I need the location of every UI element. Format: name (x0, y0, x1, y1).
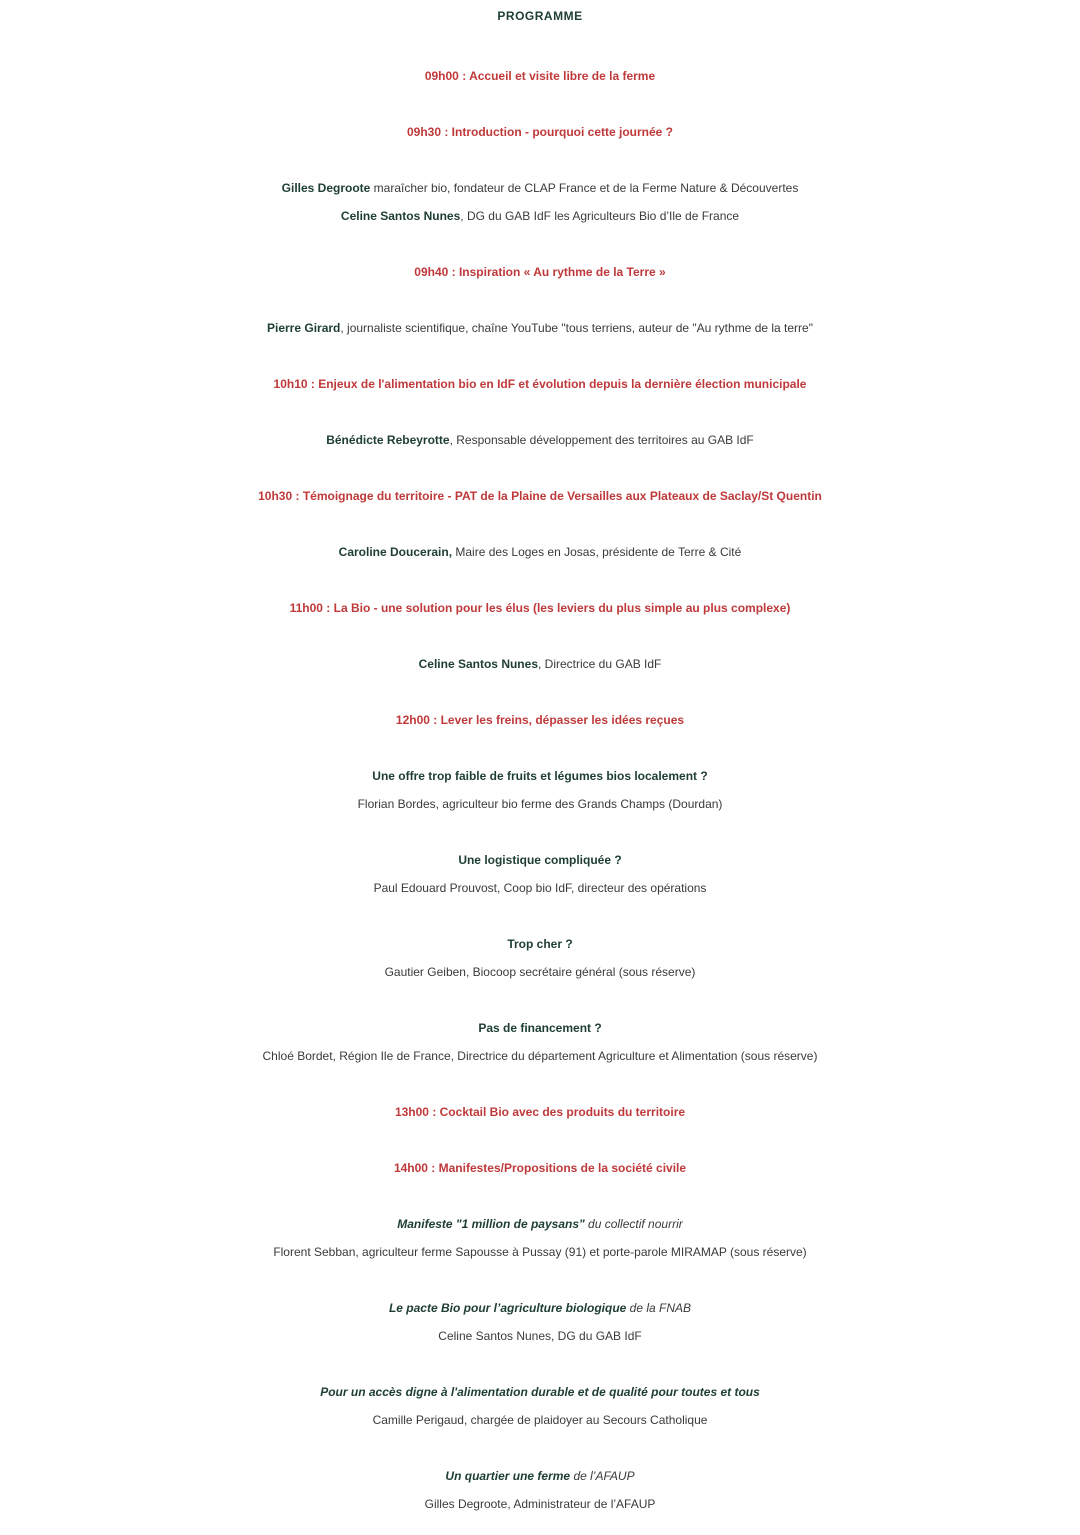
manifesto-title: Pour un accès digne à l'alimentation durable et de qualité pour toutes et tous (320, 1385, 760, 1399)
speaker-description: maraîcher bio, fondateur de CLAP France et de la Ferme Nature & Découvertes (370, 181, 799, 195)
speaker-name: Bénédicte Rebeyrotte (326, 433, 450, 447)
slot-0900: 09h00 : Accueil et visite libre de la ferme (424, 69, 656, 83)
slot-1200: 12h00 : Lever les freins, dépasser les idées reçues (395, 713, 685, 727)
speaker-line (0, 650, 1080, 678)
manifesto-author: de la FNAB (626, 1301, 692, 1315)
slot-1100: 11h00 : La Bio - une solution pour les élus (les leviers du plus simple au plus complexe) (289, 601, 791, 615)
question-speaker: Paul Edouard Prouvost, Coop bio IdF, directeur des opérations (373, 881, 707, 895)
speaker-name: Gilles Degroote (281, 181, 371, 195)
slot-1400: 14h00 : Manifestes/Propositions de la société civile (393, 1161, 687, 1175)
manifesto-speaker: Florent Sebban, agriculteur ferme Sapousse à Pussay (91) et porte-parole MIRAMAP (sous réserve) (273, 1245, 807, 1259)
speaker-name: Pierre Girard (267, 321, 341, 335)
slot-0930: 09h30 : Introduction - pourquoi cette journée ? (406, 125, 673, 139)
manifesto-title: Un quartier une ferme (445, 1469, 571, 1483)
speaker-line (0, 202, 1080, 230)
speaker-name: Celine Santos Nunes (340, 209, 461, 223)
speaker-name: Caroline Doucerain, (338, 545, 453, 559)
question-heading: Une offre trop faible de fruits et légumes bios localement ? (372, 769, 708, 783)
speaker-description: , DG du GAB IdF les Agriculteurs Bio d’Ile de France (460, 209, 740, 223)
manifesto-speaker: Gilles Degroote, Administrateur de l’AFAUP (424, 1497, 656, 1511)
manifesto-title-line (0, 1294, 1080, 1322)
slot-1030: 10h30 : Témoignage du territoire - PAT de la Plaine de Versailles aux Plateaux de Saclay/St Quentin (258, 489, 822, 503)
manifesto-title-line (0, 1210, 1080, 1238)
speaker-line (0, 538, 1080, 566)
manifesto-title-line (0, 1378, 1080, 1406)
question-heading: Trop cher ? (507, 937, 573, 951)
manifesto-title: Manifeste "1 million de paysans" (397, 1217, 585, 1231)
slot-1010: 10h10 : Enjeux de l'alimentation bio en IdF et évolution depuis la dernière élection municipale (273, 377, 807, 391)
speaker-description: , journaliste scientifique, chaîne YouTube "tous terriens, auteur de "Au rythme de la terre" (340, 321, 813, 335)
question-speaker: Chloé Bordet, Région Ile de France, Directrice du département Agriculture et Alimentation (sous réserve) (262, 1049, 818, 1063)
speaker-description: Maire des Loges en Josas, présidente de Terre & Cité (452, 545, 742, 559)
slot-0940: 09h40 : Inspiration « Au rythme de la Terre » (414, 265, 666, 279)
question-heading: Une logistique compliquée ? (458, 853, 622, 867)
manifesto-speaker: Celine Santos Nunes, DG du GAB IdF (438, 1329, 642, 1343)
question-speaker: Gautier Geiben, Biocoop secrétaire général (sous réserve) (384, 965, 696, 979)
speaker-description: , Directrice du GAB IdF (538, 657, 662, 671)
manifesto-author: de l’AFAUP (570, 1469, 635, 1483)
manifesto-title: Le pacte Bio pour l’agriculture biologique (388, 1301, 627, 1315)
manifesto-title-line (0, 1462, 1080, 1490)
question-heading: Pas de financement ? (478, 1021, 602, 1035)
page-title: PROGRAMME (497, 9, 583, 23)
manifesto-speaker: Camille Perigaud, chargée de plaidoyer au Secours Catholique (372, 1413, 708, 1427)
manifesto-author: du collectif nourrir (584, 1217, 683, 1231)
speaker-name: Celine Santos Nunes (418, 657, 538, 671)
slot-1300: 13h00 : Cocktail Bio avec des produits du territoire (394, 1105, 686, 1119)
speaker-line (0, 314, 1080, 342)
speaker-description: , Responsable développement des territoires au GAB IdF (449, 433, 754, 447)
question-speaker: Florian Bordes, agriculteur bio ferme des Grands Champs (Dourdan) (357, 797, 723, 811)
speaker-line (0, 426, 1080, 454)
speaker-line (0, 174, 1080, 202)
